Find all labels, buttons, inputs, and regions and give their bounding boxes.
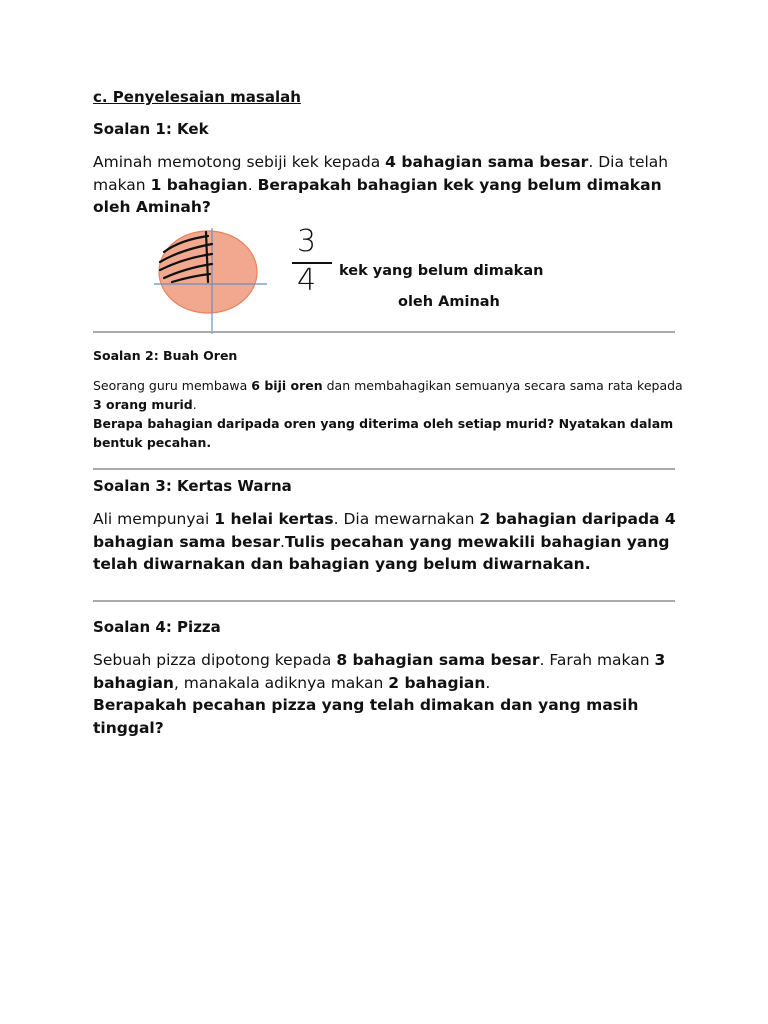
q1-text-part: Aminah memotong sebiji kek kepada xyxy=(93,153,386,171)
q2-text-bold: 3 orang murid xyxy=(93,397,193,412)
fraction-denominator: 4 xyxy=(297,263,317,298)
q4-text-part: Sebuah pizza dipotong kepada xyxy=(93,651,337,669)
q1-text-bold: 4 bahagian sama besar xyxy=(385,153,589,171)
q1-question-bold: Berapakah bahagian kek yang belum dimakan oleh Aminah? xyxy=(93,175,662,216)
q4-text-part: . Farah makan xyxy=(539,651,655,669)
q1-text-bold: 1 bahagian xyxy=(150,175,248,194)
q3-question-bold: Tulis pecahan yang mewakili bahagian yang telah diwarnakan dan bahagian yang belum diwarnakan. xyxy=(93,532,670,573)
q1-text xyxy=(93,151,683,219)
fraction-numerator: 3 xyxy=(297,224,317,259)
q1-heading: Soalan 1: Kek xyxy=(93,120,209,138)
answer-caption-line1: kek yang belum dimakan xyxy=(339,263,544,279)
q3-text-bold: 1 helai kertas xyxy=(214,510,334,528)
divider xyxy=(93,600,675,602)
q2-text-part: Seorang guru membawa xyxy=(93,378,252,393)
q3-text-part: . Dia mewarnakan xyxy=(333,510,480,528)
q3-heading: Soalan 3: Kertas Warna xyxy=(93,477,292,495)
q4-text-bold: 8 bahagian sama besar xyxy=(336,651,540,669)
q2-question-bold: Berapa bahagian daripada oren yang diterima oleh setiap murid? Nyatakan dalam bentuk pecahan. xyxy=(93,416,674,450)
q3-text xyxy=(93,508,683,576)
q2-text-bold: 6 biji oren xyxy=(251,378,323,393)
q2-heading: Soalan 2: Buah Oren xyxy=(93,348,238,363)
q3-text-part: Ali mempunyai xyxy=(93,510,215,528)
divider xyxy=(93,468,675,470)
q4-text-part: , manakala adiknya makan xyxy=(173,673,389,692)
fraction-three-quarters xyxy=(286,226,336,298)
q4-text-bold: 2 bahagian xyxy=(388,673,486,692)
divider xyxy=(93,331,675,333)
q4-question-bold: Berapakah pecahan pizza yang telah dimakan dan yang masih tinggal? xyxy=(93,696,639,737)
q1-text-part: . xyxy=(247,175,258,194)
section-title: c. Penyelesaian masalah xyxy=(93,88,301,106)
q4-text-bold: 3 bahagian xyxy=(93,651,666,692)
q3-text-bold: 2 bahagian daripada 4 bahagian sama besar xyxy=(93,510,676,551)
q1-text-part: . Dia telah makan xyxy=(93,153,669,194)
q3-text-part: . xyxy=(279,532,285,551)
q2-text-part: dan membahagikan semuanya secara sama rata kepada xyxy=(322,378,683,393)
q4-text xyxy=(93,649,683,739)
answer-caption-line2: oleh Aminah xyxy=(398,294,500,310)
cake-drawing xyxy=(150,222,280,334)
q4-text-part: . xyxy=(485,673,491,692)
q2-text-part: . xyxy=(192,397,197,412)
q4-heading: Soalan 4: Pizza xyxy=(93,618,221,636)
q2-text xyxy=(93,376,683,452)
